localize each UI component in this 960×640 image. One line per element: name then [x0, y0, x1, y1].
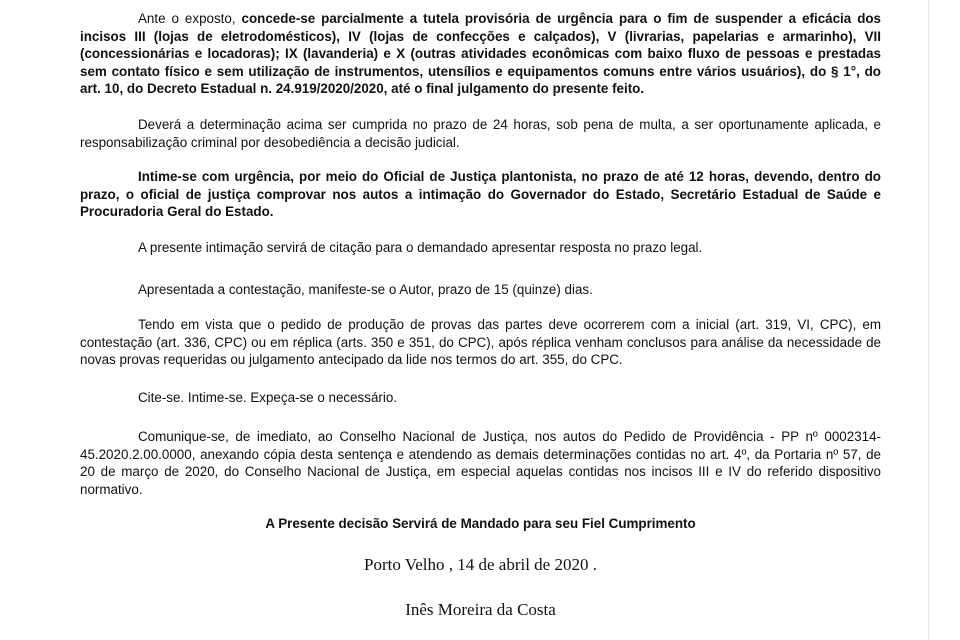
paragraph-deadline: Deverá a determinação acima ser cumprida no prazo de 24 horas, sob pena de multa, a ser oportunamente aplicada, e responsabilização criminal por desobediência a decisão judicial. [80, 117, 881, 150]
signer-name: Inês Moreira da Costa [405, 600, 556, 619]
paragraph-cite-intime: Cite-se. Intime-se. Expeça-se o necessário. [138, 390, 397, 405]
place-date-line: Porto Velho , 14 de abril de 2020 . [364, 555, 597, 574]
paragraph-bold-decision: concede-se parcialmente a tutela provisória de urgência para o fim de suspender a eficácia dos incisos III (lojas de eletrodomésticos), IV (lojas de confecções e calçados), V (livrarias, papelarias e armarinho), VII (concessionárias e locadoras); IX (lavanderia) e X (outras atividades econômicas com baixo fluxo de pessoas e prestadas sem contato físico e sem utilização de instrumentos, utensílios e equipamentos comuns entre vários usuários), do § 1°, do art. 10, do Decreto Estadual n. 24.919/2020/2020, até o final julgamento do presente feito. [80, 11, 881, 96]
paragraph-cnj-communication: Comunique-se, de imediato, ao Conselho Nacional de Justiça, nos autos do Pedido de Providência - PP nº 0002314-45.2020.2.00.0000, anexando cópia desta sentença e atendendo as demais determinações contidas no art. 4º, da Portaria nº 57, de 20 de março de 2020, do Conselho Nacional de Justiça, em especial aquelas contidas nos incisos III e IV do referido dispositivo normativo. [80, 429, 881, 497]
paragraph-tutela-decision [80, 10, 881, 98]
paragraph-intimation-urgent: Intime-se com urgência, por meio do Oficial de Justiça plantonista, no prazo de até 12 horas, devendo, dentro do prazo, o oficial de justiça comprovar nos autos a intimação do Governador do Estado, Secretário Estadual de Saúde e Procuradoria Geral do Estado. [80, 169, 881, 219]
paragraph-lead-text: Ante o exposto, [138, 11, 242, 26]
paragraph-contestation: Apresentada a contestação, manifeste-se o Autor, prazo de 15 (quinze) dias. [138, 282, 593, 297]
paragraph-citation: A presente intimação servirá de citação para o demandado apresentar resposta no prazo legal. [138, 240, 703, 255]
paragraph-evidence: Tendo em vista que o pedido de produção de provas das partes deve ocorrerem com a inicial (art. 319, VI, CPC), em contestação (art. 336, CPC) ou em réplica (arts. 350 e 351, do CPC), após réplica venham conclusos para análise da necessidade de novas provas requeridas ou julgamento antecipado da lide nos termos do art. 355, do CPC. [80, 317, 881, 367]
page-edge-rule [928, 0, 929, 640]
mandado-statement: A Presente decisão Servirá de Mandado para seu Fiel Cumprimento [265, 516, 696, 531]
